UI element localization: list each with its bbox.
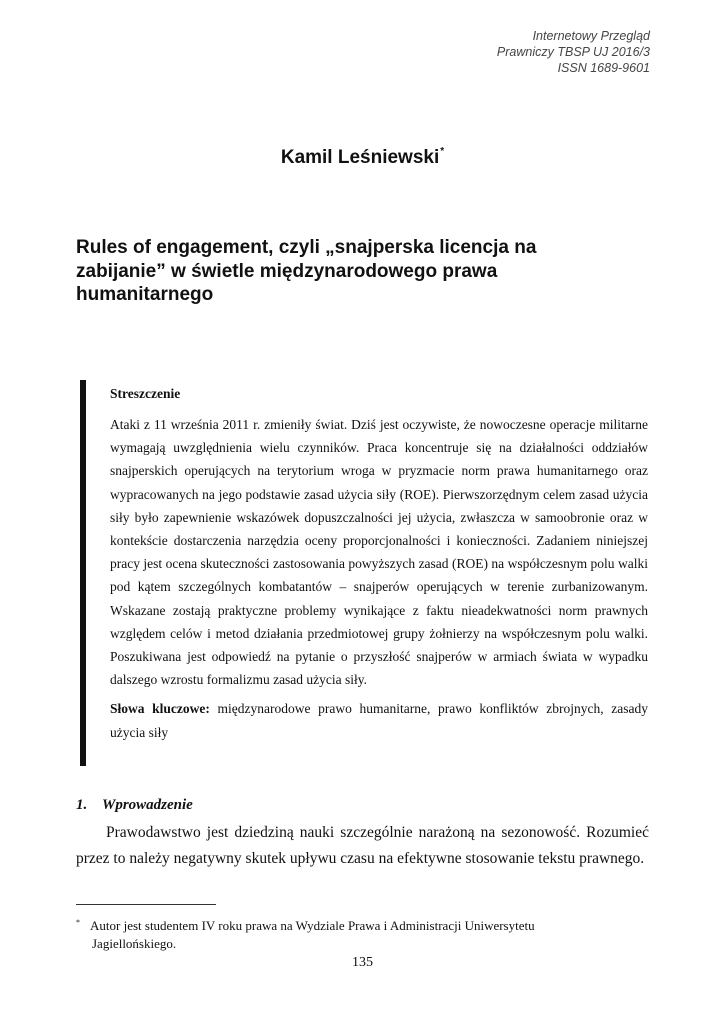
section-number: 1.: [76, 797, 88, 813]
author-name-text: Kamil Leśniewski: [280, 147, 440, 168]
body-paragraph: Prawodawstwo jest dziedziną nauki szczególnie narażoną na sezonowość. Rozumieć przez to należy negatywny skutek upływu czasu na efektywne stosowanie tekstu prawnego.: [76, 824, 649, 867]
keywords: [110, 697, 648, 743]
author-name: [0, 146, 725, 169]
title-line3: humanitarnego: [76, 284, 214, 305]
footnote-divider: [76, 904, 216, 905]
article-title: [76, 236, 636, 307]
journal-issn: ISSN 1689-9601: [557, 61, 650, 75]
keywords-label: Słowa kluczowe:: [110, 701, 210, 717]
title-line1: Rules of engagement, czyli „snajperska licencja na: [76, 237, 537, 258]
title-line2: zabijanie” w świetle międzynarodowego prawa: [76, 260, 498, 282]
footnote-text-continued: Jagiellońskiego.: [92, 936, 177, 951]
footnote-mark: *: [76, 918, 80, 927]
author-footnote-mark[interactable]: *: [440, 146, 445, 157]
section-title: Wprowadzenie: [102, 797, 193, 813]
journal-name-line1: Internetowy Przegląd: [532, 29, 650, 43]
footnote-text: Autor jest studentem IV roku prawa na Wydziale Prawa i Administracji Uniwersytetu: [90, 918, 535, 933]
abstract-text: Ataki z 11 września 2011 r. zmieniły świat. Dziś jest oczywiste, że nowoczesne operacje militarne wymagają uwzględnienia wielu czynników. Praca koncentruje się na działalności oddziałów snajperskich operujących na terytorium wroga w pryzmacie norm prawa humanitarnego oraz wypracowanych na jego podstawie zasad użycia siły (ROE). Pierwszorzędnym celem zasad użycia siły było zapewnienie wskazówek dopuszczalności jej użycia, zwłaszcza w samoobronie oraz w kontekście dostarczenia narzędzia oceny proporcjonalności i konieczności. Zadaniem niniejszej pracy jest ocena skuteczności zastosowania powyższych zasad (ROE) na współczesnym polu walki pod kątem szczególnych kombatantów – snajperów operujących w terenie zurbanizowanym. Wskazane zostają praktyczne problemy wynikające z faktu nieadekwatności norm prawnych względem celów i metod działania przedmiotowej grupy żołnierzy na współczesnym polu walki. Poszukiwana jest odpowiedź na pytanie o przyszłość snajperów w armiach świata w wypadku dalszego wzrostu formalizmu zasad użycia siły.: [110, 417, 648, 688]
abstract-heading: Streszczenie: [110, 386, 181, 401]
journal-name-line2: Prawniczy TBSP UJ 2016/3: [496, 45, 650, 59]
journal-header: [497, 28, 650, 76]
abstract-box: [80, 380, 652, 766]
page-number: 135: [352, 955, 373, 970]
footnote: [76, 914, 649, 953]
keywords-text: międzynarodowe prawo humanitarne, prawo konfliktów zbrojnych, zasady użycia siły: [110, 701, 648, 740]
section-heading: [76, 797, 193, 814]
